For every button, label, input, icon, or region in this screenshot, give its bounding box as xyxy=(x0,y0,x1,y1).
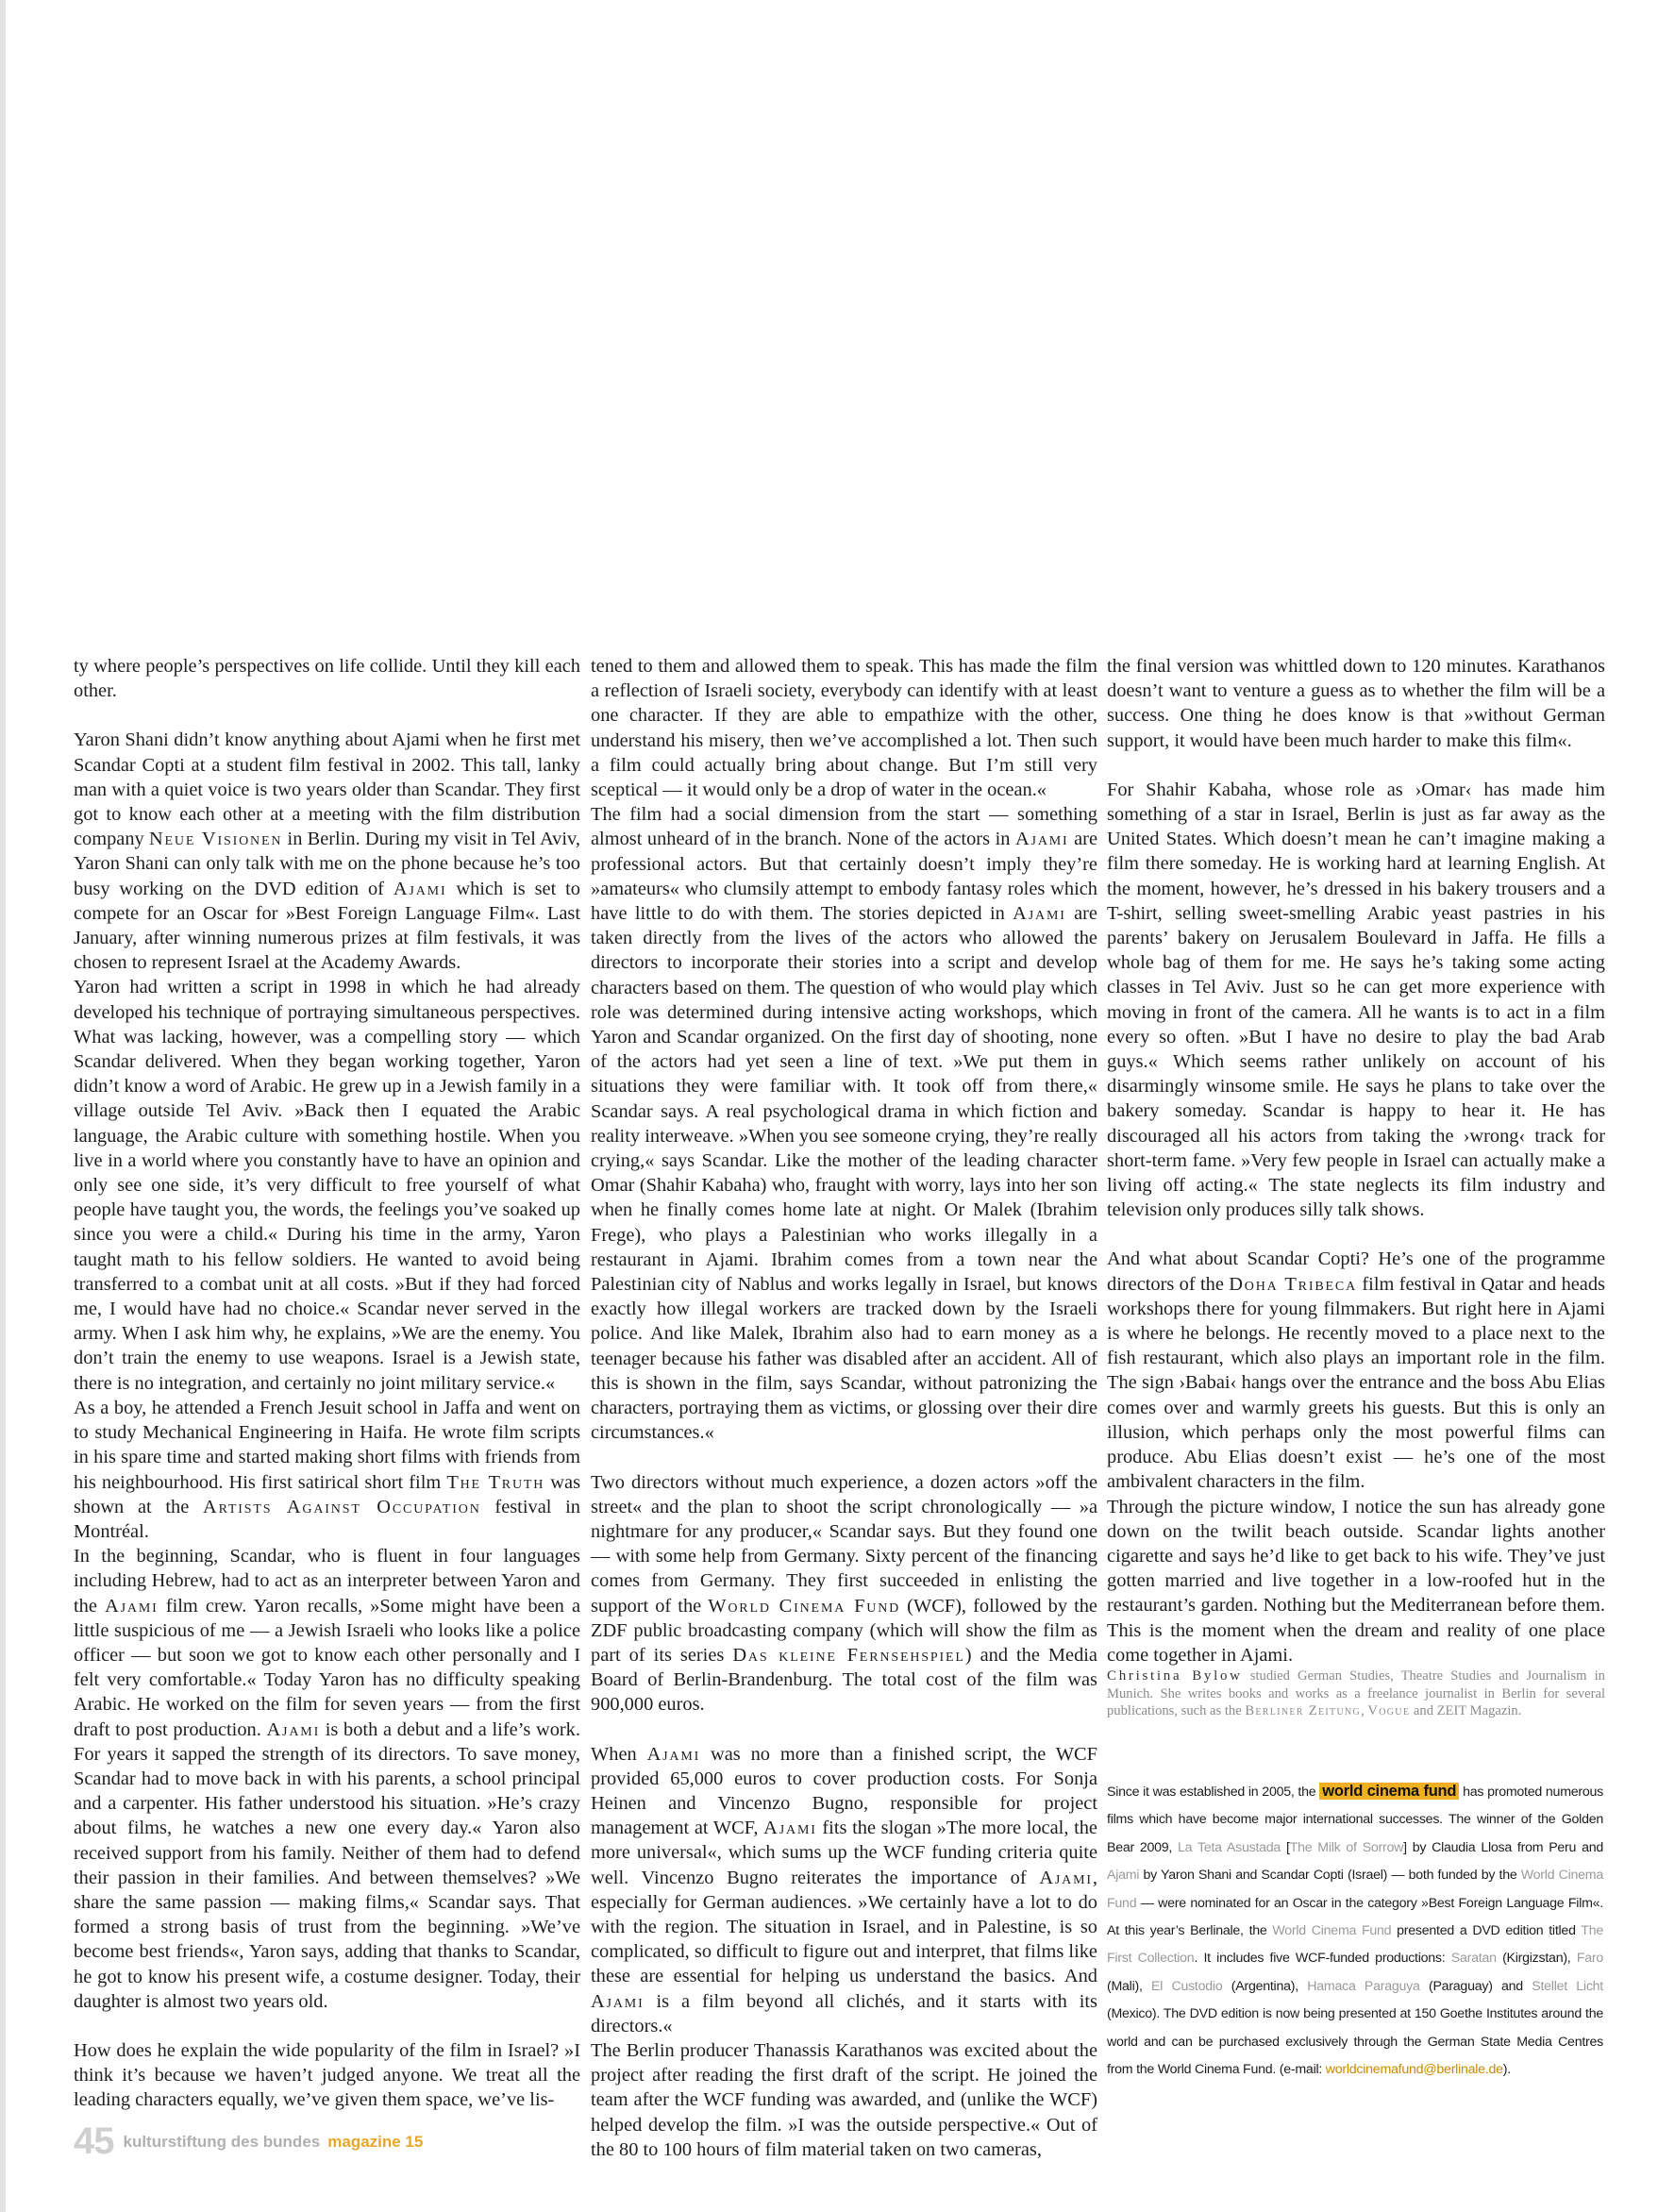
text: is both a debut and a life’s work. For years it sapped the strength of its directors. To save money, Scandar had to move back in with his parents, a school principal and a carpenter. His father understood his situation. »He’s crazy about films, he watches a new one every day.« Yaron also received support from his family. Neither of them had to defend their passion in their families. And between themselves? »We share the same passion — making films,« Scandar says. That formed a strong basis of trust from the beginning. »We’ve become best friends«, Yaron says, adding that thanks to Scandar, he got to know his present wife, a costume designer. Today, their daughter is almost two years old. xyxy=(74,1718,580,2012)
paragraph xyxy=(591,1470,1097,1718)
publication-name: kulturstiftung des bundes xyxy=(123,2132,321,2151)
highlight-label: world cinema fund xyxy=(1319,1783,1459,1800)
author-name: Christina Bylow xyxy=(1107,1667,1243,1684)
text: studied German Studies, Theatre Studies and Journalism in Munich. She writes books and works as a freelance journalist in Berlin for several publications, such as the xyxy=(1107,1667,1605,1719)
company-name: Neue Visionen xyxy=(148,829,283,850)
film-title: Saratan xyxy=(1450,1951,1497,1967)
paragraph: ty where people’s perspectives on life collide. Until they kill each other. xyxy=(74,656,580,702)
paragraph xyxy=(74,1396,580,1544)
text: And what about Scandar Copti? He’s one of the programme directors of the xyxy=(1107,1248,1605,1295)
magazine-issue: magazine 15 xyxy=(327,2132,424,2151)
text: was no more than a finished script, the WCF provided 65,000 euros to cover production costs. For Sonja Heinen and Vincenzo Bugno, responsible for project management at WCF, xyxy=(591,1743,1097,1839)
text: Magazin. xyxy=(1465,1703,1522,1719)
page-edge xyxy=(0,0,6,2212)
paragraph xyxy=(591,802,1097,1445)
organization-name: World Cinema Fund xyxy=(1272,1923,1392,1939)
paragraph xyxy=(1107,1247,1605,1494)
text: [ xyxy=(1281,1839,1290,1855)
film-title: The Truth xyxy=(446,1471,545,1493)
text: was shown at the xyxy=(74,1471,581,1517)
text: in Berlin. During my visit in Tel Aviv, Yaron Shani can only talk with me on the phone because he’s too busy working on the DVD edition of xyxy=(74,829,580,899)
text: . It includes five WCF-funded productions: xyxy=(1194,1951,1451,1967)
publication-name: Vogue xyxy=(1367,1703,1411,1719)
text: is a film beyond all clichés, and it starts with its directors.« xyxy=(591,1990,1097,2036)
text: ) and the Media Board of Berlin-Brandenburg. The total cost of the film was 900,000 euros. xyxy=(591,1644,1097,1716)
text: In the beginning, Scandar, who is fluent in four languages including Hebrew, had to act as an interpreter between Yaron and the xyxy=(74,1546,580,1617)
text: , xyxy=(1361,1703,1368,1719)
paragraph: The Berlin producer Thanassis Karathanos was excited about the project after reading the first draft of the script. He joined the team after the WCF funding was awarded, and (unlike the WCF) helped develop the film. »I was the outside perspective.« Out of the 80 to 100 hours of film material taken on two cameras, xyxy=(591,2039,1097,2160)
text: The film had a social dimension from the start — something almost unheard of in the branch. None of the actors in xyxy=(591,804,1097,850)
text: Since it was established in 2005, the xyxy=(1107,1785,1320,1800)
text: (Kirgizstan), xyxy=(1496,1951,1577,1967)
film-title: Ajami xyxy=(591,1990,645,2012)
article-column-2 xyxy=(591,654,1097,2162)
text: are professional actors. But that certainly doesn’t imply they’re »amateurs« who clumsily attempt to embody fantasy roles which have little to do with them. The stories depicted in xyxy=(591,829,1097,925)
text: and xyxy=(1410,1703,1437,1719)
publication-name: ZEIT xyxy=(1436,1703,1466,1719)
text: (WCF), followed by the ZDF public broadcasting company (which will show the film as part of its series xyxy=(591,1595,1097,1666)
festival-name: Artists Against Occupation xyxy=(203,1496,481,1517)
film-title: Ajami xyxy=(1014,829,1069,850)
film-title: Ajami xyxy=(1013,903,1066,925)
text: , especially for German audiences. »We certainly have a lot to do with the region. The situation in Israel, and in Palestine, is so complicated, so difficult to figure out and interpret, that films like these are essential for helping us understand the basics. And xyxy=(591,1867,1097,1987)
text: When xyxy=(591,1743,647,1765)
text: Two directors without much experience, a dozen actors »off the street« and the plan to shoot the script chronologically — »a nightmare for any producer,« Scandar says. But they found one — with some help from Germany. Sixty percent of the financing comes from Germany. They first succeeded in enlisting the support of the xyxy=(591,1471,1097,1617)
text: has promoted numerous films which have become major international successes. The winner of the Golden Bear 2009, xyxy=(1107,1785,1604,1855)
film-title: El Custodio xyxy=(1151,1978,1223,1994)
text: film festival in Qatar and heads workshops there for young filmmakers. But right here in Ajami is where he belongs. He recently moved to a place next to the fish restaurant, which also plays an important role in the film. The sign ›Babai‹ hangs over the entrance and the boss Abu Elias comes over and warmly greets his guests. But this is only an illusion, which perhaps only the most powerful films can produce. Abu Elias doesn’t exist — he’s one of the most ambivalent characters in the film. xyxy=(1107,1273,1605,1493)
world-cinema-fund-info xyxy=(1107,1778,1603,2084)
text: fits the slogan »The more local, the more universal«, which sums up the WCF funding criteria quite well. Vincenzo Bugno reiterates the importance of xyxy=(591,1818,1097,1888)
text: (Paraguay) and xyxy=(1419,1978,1532,1994)
article-column-3 xyxy=(1107,654,1605,1720)
paragraph: Yaron had written a script in 1998 in which he had already developed his technique of portraying simultaneous perspectives. What was lacking, however, was a compelling story — which Scandar delivered. When they began working together, Yaron didn’t know a word of Arabic. He grew up in a Jewish family in a village outside Tel Aviv. »Back then I equated the Arabic language, the Arabic culture with something hostile. When you live in a world where you constantly have to have an opinion and only see one side, it’s very difficult to free yourself of what people have taught you, the words, the feelings you’ve soaked up since you were a child.« During his time in the army, Yaron taught math to his fellow soldiers. He wanted to avoid being transferred to a combat unit at all costs. »But if they had forced me, I would have had no choice.« Scandar never served in the army. When I ask him why, he explains, »We are the enemy. You don’t train the enemy to use weapons. Israel is a Jewish state, there is no integration, and certainly no joint military service.« xyxy=(74,977,580,1394)
text: by Yaron Shani and Scandar Copti (Israel) — both funded by the xyxy=(1139,1868,1521,1884)
text: (Argentina), xyxy=(1222,1978,1308,1994)
paragraph: the final version was whittled down to 120 minutes. Karathanos doesn’t want to venture a guess as to whether the film will be a success. One thing he does know is that »without German support, it would have been much harder to make this film«. xyxy=(1107,656,1605,751)
article-column-1 xyxy=(74,654,580,2113)
paragraph: For Shahir Kabaha, whose role as ›Omar‹ has made him something of a star in Israel, Berlin is just as far away as the United States. Which doesn’t mean he can’t imagine making a film there someday. He is working hard at learning English. At the moment, however, he’s dressed in his bakery trousers and a T-shirt, selling sweet-smelling Arabic yeast pastries in his parents’ bakery on Jerusalem Boulevard in Jaffa. He fills a whole bag of them for me. He says he’s taking some acting classes in Tel Aviv. Just so he can get more experience with moving in front of the camera. All he wants is to act in a film every so often. »But I have no desire to play the bad Arab guys.« Which seems rather unlikely on account of his disarmingly winsome smile. He says he plans to take over the bakery someday. Scandar is happy to hear it. He has discouraged all his actors from taking the ›wrong‹ track for short-term fame. »Very few people in Israel can actually make a living off acting.« The state neglects its film industry and television only produces silly talk shows. xyxy=(1107,779,1605,1221)
paragraph: Through the picture window, I notice the sun has already gone down on the twilit beach outside. Scandar lights another cigarette and says he’d like to get back to his wife. They’ve just gotten married and live together in a low-roofed hut in the restaurant’s garden. Nothing but the Mediterranean before them. This is the moment when the dream and reality of one place come together in Ajami. xyxy=(1107,1496,1605,1666)
text: (Mexico). The DVD edition is now being presented at 150 Goethe Institutes around the world and can be purchased exclusively through the German State Media Centres from the World Cinema Fund. (e-mail: xyxy=(1107,2006,1603,2078)
film-title: Hamaca Paraguya xyxy=(1307,1978,1420,1994)
film-title: Ajami xyxy=(646,1743,701,1765)
film-title: La Teta Asustada xyxy=(1178,1839,1281,1855)
author-bio xyxy=(1107,1667,1605,1720)
film-title: Ajami xyxy=(393,878,447,899)
film-title: Ajami xyxy=(1039,1867,1093,1888)
paragraph xyxy=(591,1742,1097,2038)
film-title: Ajami xyxy=(266,1718,321,1740)
organization-name: World Cinema Fund xyxy=(708,1595,901,1617)
text: ). xyxy=(1502,2062,1511,2078)
film-title: Faro xyxy=(1576,1951,1603,1967)
email-link[interactable]: worldcinemafund@berlinale.de xyxy=(1325,2062,1503,2078)
organization-name: World Cinema Fund xyxy=(1107,1868,1603,1911)
paragraph: tened to them and allowed them to speak. This has made the film a reflection of Israeli society, everybody can identify with at least one character. If they are able to empathize with the other, understand his misery, then we’ve accomplished a lot. Then such a film could actually bring about change. But I’m still very sceptical — it would only be a drop of water in the ocean.« xyxy=(591,656,1097,801)
film-title: Stellet Licht xyxy=(1532,1978,1603,1994)
text: Yaron Shani didn’t know anything about Ajami when he first met Scandar Copti at a student film festival in 2002. This tall, lanky man with a quiet voice is two years older than Scandar. They first got to know each other at a meeting with the film distribution company xyxy=(74,729,580,850)
text: which is set to compete for an Oscar for »Best Foreign Language Film«. Last January, after winning numerous prizes at film festivals, it was chosen to represent Israel at the Academy Awards. xyxy=(74,878,580,974)
text: festival in Montréal. xyxy=(74,1496,580,1542)
text: are taken directly from the lives of the actors who allowed the directors to incorporate their stories into a script and develop characters based on them. The question of who would play which role was determined during intensive acting workshops, which Yaron and Scandar organized. On the first day of shooting, none of the actors had yet seen a line of text. »We put them in situations they were familiar with. It took off from there,« Scandar says. A real psychological drama in which fiction and reality interweave. »When you see someone crying, they’re really crying,« says Scandar. Like the mother of the leading character Omar (Shahir Kabaha) who, fraught with worry, lays into her son when he finally comes home late at night. Or Malek (Ibrahim Frege), who plays a Palestinian who works illegally in a restaurant in Ajami. Ibrahim comes from a town near the Palestinian city of Nablus and works legally in Israel, but knows exactly how illegal workers are tracked down by the Israeli police. And like Malek, Ibrahim also had to earn money as a teenager because his father was disabled after an accident. All of this is shown in the film, says Scandar, without patronizing the characters, portraying them as victims, or glossing over their dire circumstances.« xyxy=(591,903,1097,1444)
page-footer xyxy=(74,2120,424,2162)
paragraph: How does he explain the wide popularity of the film in Israel? »I think it’s because we haven’t judged anyone. We treat all the leading characters equally, we’ve given them space, we’ve lis- xyxy=(74,2039,580,2111)
text: — were nominated for an Oscar in the category »Best Foreign Language Film«. At this year’s Berlinale, the xyxy=(1107,1895,1603,1939)
page-number: 45 xyxy=(74,2120,114,2162)
paragraph xyxy=(74,1544,580,2014)
festival-name: Doha Tribeca xyxy=(1229,1273,1358,1295)
film-title: Ajami xyxy=(763,1818,817,1839)
film-title: The Milk of Sorrow xyxy=(1289,1839,1404,1855)
text: ] by Claudia Llosa from Peru and xyxy=(1403,1839,1604,1855)
film-title: Ajami xyxy=(1107,1868,1140,1884)
paragraph xyxy=(74,728,580,975)
series-name: Das kleine Fernsehspiel xyxy=(732,1644,965,1666)
text: (Mali), xyxy=(1107,1978,1151,1994)
publication-name: Berliner Zeitung xyxy=(1245,1703,1362,1719)
text: presented a DVD edition titled xyxy=(1391,1923,1582,1939)
text: As a boy, he attended a French Jesuit school in Jaffa and went on to study Mechanical Engineering in Haifa. He wrote film scripts in his spare time and started making short films with friends from his neighbourhood. His first satirical short film xyxy=(74,1397,580,1493)
film-title: Ajami xyxy=(105,1595,159,1617)
text: film crew. Yaron recalls, »Some might have been a little suspicious of me — a Jewish Israeli who looks like a police officer — but soon we got to know each other personally and I felt very comfortable.« Today Yaron has no difficulty speaking Arabic. He worked on the film for seven years — from the first draft to post production. xyxy=(74,1595,581,1740)
dvd-title: The First Collection xyxy=(1107,1923,1603,1967)
